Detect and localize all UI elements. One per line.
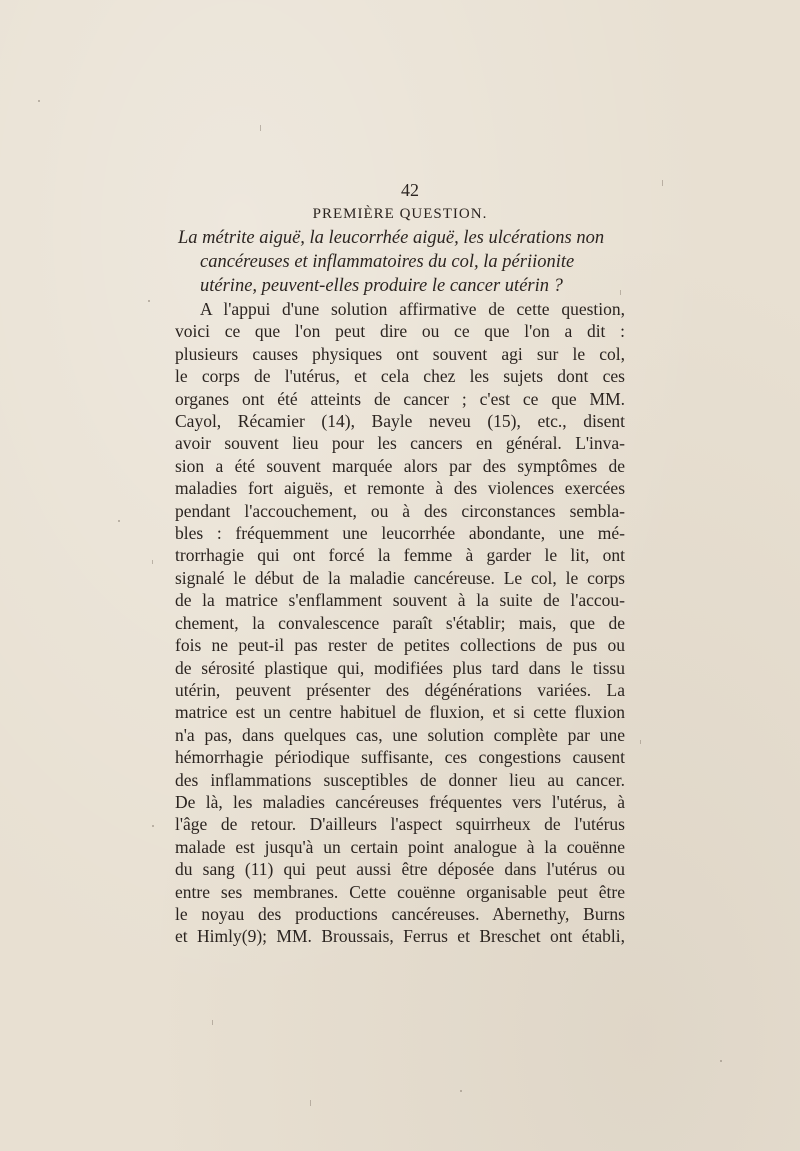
paper-speck	[212, 1020, 213, 1025]
section-heading: PREMIÈRE QUESTION.	[312, 206, 488, 222]
paper-speck	[152, 560, 153, 564]
body-line: Cayol, Récamier (14), Bayle neveu (15), etc., disent	[175, 411, 625, 432]
body-line: l'âge de retour. D'ailleurs l'aspect squirrheux de l'utérus	[175, 814, 625, 835]
body-line: matrice est un centre habituel de fluxion, et si cette fluxion	[175, 702, 625, 723]
body-line: n'a pas, dans quelques cas, une solution complète par une	[175, 724, 625, 745]
paper-speck	[260, 125, 261, 131]
body-line: avoir souvent lieu pour les cancers en général. L'inva-	[175, 433, 625, 454]
body-line: De là, les maladies cancéreuses fréquentes vers l'utérus, à	[175, 791, 625, 812]
body-line: voici ce que l'on peut dire ou ce que l'on a dit :	[175, 321, 625, 342]
body-line: trorrhagie qui ont forcé la femme à garder le lit, ont	[175, 545, 625, 566]
question-text	[178, 226, 628, 298]
paper-speck	[662, 180, 663, 186]
body-line: malade est jusqu'à un certain point analogue à la couënne	[175, 836, 625, 857]
body-line: plusieurs causes physiques ont souvent agi sur le col,	[175, 343, 625, 364]
body-line: pendant l'accouchement, ou à des circonstances sembla-	[175, 500, 625, 521]
body-line: de la matrice s'enflamment souvent à la suite de l'accou-	[175, 590, 625, 611]
body-line: des inflammations susceptibles de donner lieu au cancer.	[175, 769, 625, 790]
body-line: fois ne peut-il pas rester de petites collections de pus ou	[175, 635, 625, 656]
paper-speck	[720, 1060, 722, 1062]
paper-speck	[152, 825, 154, 827]
body-line: chement, la convalescence paraît s'établir; mais, que de	[175, 612, 625, 633]
body-line: bles : fréquemment une leucorrhée abondante, une mé-	[175, 523, 625, 544]
paper-speck	[310, 1100, 311, 1106]
paper-speck	[118, 520, 120, 522]
paper-speck	[640, 740, 641, 744]
body-line: le noyau des productions cancéreuses. Abernethy, Burns	[175, 903, 625, 924]
question-line: cancéreuses et inflammatoires du col, la périionite	[200, 252, 575, 272]
body-line: le corps de l'utérus, et cela chez les sujets dont ces	[175, 366, 625, 387]
body-paragraph	[175, 298, 625, 948]
body-line: entre ses membranes. Cette couënne organisable peut être	[175, 881, 625, 902]
paper-speck	[38, 100, 40, 102]
body-line: organes ont été atteints de cancer ; c'est ce que MM.	[175, 388, 625, 409]
body-line: de sérosité plastique qui, modifiées plus tard dans le tissu	[175, 657, 625, 678]
body-line: A l'appui d'une solution affirmative de cette question,	[200, 299, 625, 319]
page-number: 42	[401, 180, 419, 200]
question-line: La métrite aiguë, la leucorrhée aiguë, les ulcérations non	[178, 228, 605, 248]
question-line: utérine, peuvent-elles produire le cancer utérin ?	[200, 276, 563, 296]
body-line: sion a été souvent marquée alors par des symptômes de	[175, 455, 625, 476]
body-line: hémorrhagie périodique suffisante, ces congestions causent	[175, 747, 625, 768]
body-line: du sang (11) qui peut aussi être déposée dans l'utérus ou	[175, 859, 625, 880]
body-line: signalé le début de la maladie cancéreuse. Le col, le corps	[175, 567, 625, 588]
paper-speck	[148, 300, 150, 302]
body-line: utérin, peuvent présenter des dégénérations variées. La	[175, 679, 625, 700]
body-line: et Himly(9); MM. Broussais, Ferrus et Breschet ont établi,	[175, 926, 625, 947]
paper-speck	[460, 1090, 462, 1092]
body-line: maladies fort aiguës, et remonte à des violences exercées	[175, 478, 625, 499]
